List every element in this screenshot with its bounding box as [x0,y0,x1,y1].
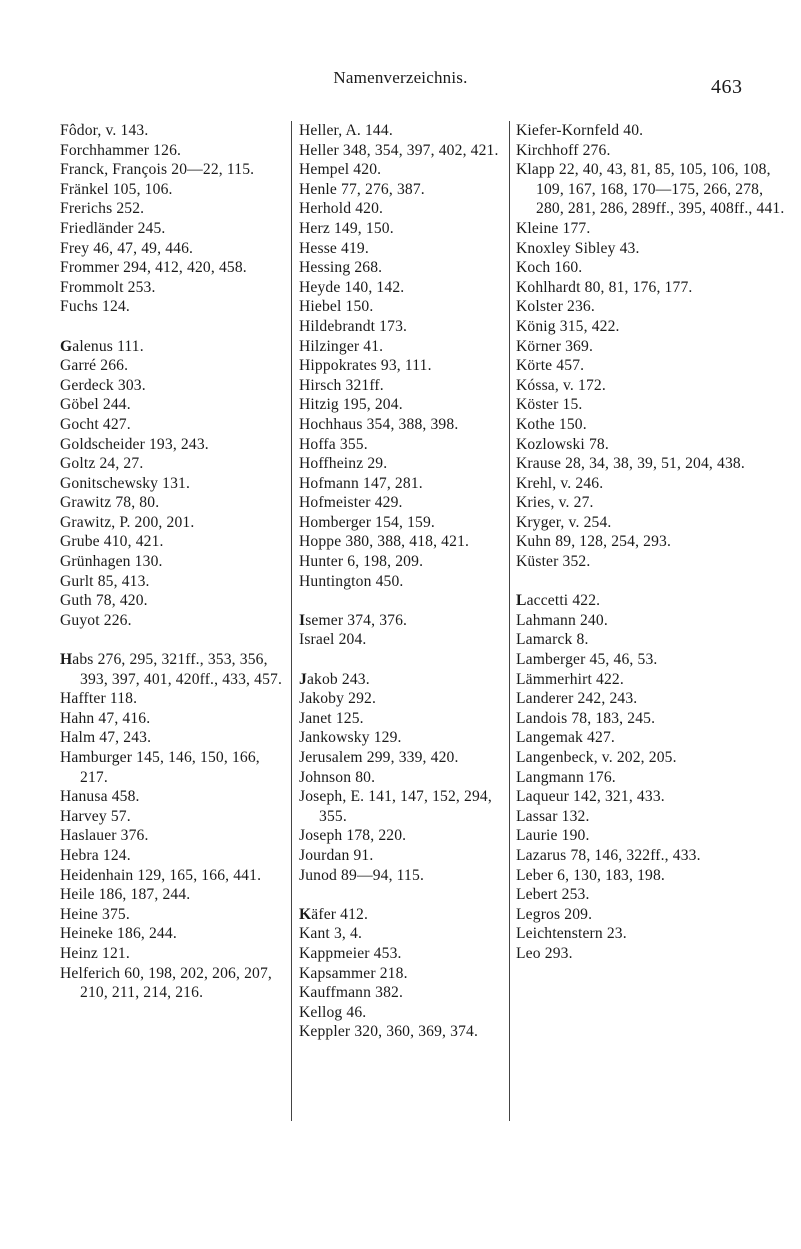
index-section [299,905,517,1042]
index-entry: Kolster 236. [516,298,595,316]
index-entry: Herz 149, 150. [299,219,394,237]
index-entry: Joseph 178, 220. [299,827,407,845]
index-entry: Kappmeier 453. [299,944,402,962]
index-entry: Kirchhoff 276. [516,141,611,159]
index-entry: Hofmann 147, 281. [299,474,423,492]
index-entry: Hempel 420. [299,161,382,179]
section-gap [60,317,288,337]
index-entry: Frommer 294, 412, 420, 458. [60,259,247,277]
index-entry: Heile 186, 187, 244. [60,886,191,904]
index-entry: Frey 46, 47, 49, 446. [60,239,194,257]
index-entry: Heller 348, 354, 397, 402, 421. [299,141,499,159]
index-entry: Hanusa 458. [60,788,140,806]
index-entry: Friedländer 245. [60,219,166,237]
index-entry: Hunter 6, 198, 209. [299,553,424,571]
index-entry: Halm 47, 243. [60,729,152,747]
index-entry: Homberger 154, 159. [299,513,435,531]
index-entry: Langenbeck, v. 202, 205. [516,749,677,766]
index-entry: Hoffheinz 29. [299,455,388,473]
index-entry-text: semer 374, 376. [305,611,408,629]
index-entry: Gonitschewsky 131. [60,474,191,492]
index-entry [299,611,517,631]
index-entry: Kant 3, 4. [299,925,362,943]
index-entry: Janet 125. [299,709,364,727]
section-gap [299,885,517,905]
index-entry: Fôdor, v. 143. [60,122,149,139]
index-entry: Joseph, E. 141, 147, 152, 294, 355. [299,788,492,825]
index-entry: Körte 457. [516,357,585,375]
index-entry: Israel 204. [299,631,367,649]
index-entry: Forchhammer 126. [60,141,182,159]
index-entry: Gerdeck 303. [60,376,146,394]
index-entry: Lamberger 45, 46, 53. [516,651,658,669]
index-entry: Göbel 244. [60,396,131,414]
index-entry: Grawitz 78, 80. [60,494,160,512]
index-entry: Hirsch 321ff. [299,376,384,394]
index-entry: Laurie 190. [516,827,590,845]
index-entry: Krehl, v. 246. [516,474,604,492]
index-entry: Jankowsky 129. [299,729,402,747]
index-entry: Körner 369. [516,337,593,355]
index-entry: Grube 410, 421. [60,533,164,551]
index-entry: Lebert 253. [516,886,590,904]
index-entry: Leo 293. [516,944,573,962]
section-gap [299,650,517,670]
index-entry: Heller, A. 144. [299,122,393,139]
section-initial-letter: H [60,651,73,669]
index-entry: Kauffmann 382. [299,984,404,1002]
index-entry: Koch 160. [516,259,583,277]
index-entry: Heinz 121. [60,944,130,962]
index-entry: Gocht 427. [60,415,131,433]
index-entry: Goltz 24, 27. [60,455,144,473]
index-entry: Kuhn 89, 128, 254, 293. [516,533,672,551]
index-entry: Franck, François 20—22, 115. [60,161,255,179]
page-number: 463 [711,76,743,98]
index-section [299,121,517,591]
index-column-2 [291,121,517,1121]
index-entry: Hahn 47, 416. [60,709,151,727]
index-entry: Haslauer 376. [60,827,149,845]
index-entry: Langmann 176. [516,768,616,786]
index-entry: Kellog 46. [299,1003,367,1021]
section-initial-letter: L [516,592,527,610]
index-entry: Herhold 420. [299,200,384,218]
index-entry: Lahmann 240. [516,611,608,629]
index-entry: Frerichs 252. [60,200,145,218]
index-section [60,121,288,317]
index-column-1 [60,121,288,1003]
index-entry: Hamburger 145, 146, 150, 166, 217. [60,749,260,786]
index-entry: Laqueur 142, 321, 433. [516,788,665,806]
index-entry: Henle 77, 276, 387. [299,180,425,198]
index-section [516,121,786,572]
index-entry: Lassar 132. [516,807,590,825]
index-entry: Haffter 118. [60,690,138,708]
index-entry [60,650,288,689]
index-entry: Leber 6, 130, 183, 198. [516,866,665,884]
index-entry: Hippokrates 93, 111. [299,357,432,375]
section-initial-letter: K [299,905,312,923]
index-entry: Köster 15. [516,396,583,414]
index-entry: Kapsammer 218. [299,964,408,982]
index-entry: Jakoby 292. [299,690,377,708]
index-entry: Hoffa 355. [299,435,368,453]
index-entry-text: alenus 111. [72,337,144,355]
index-entry: Leichtenstern 23. [516,925,627,943]
index-entry [299,905,517,925]
index-entry: Hesse 419. [299,239,369,257]
index-entry: Johnson 80. [299,768,376,786]
section-gap [299,591,517,611]
index-entry [299,670,517,690]
section-gap [516,572,786,592]
index-entry: Hessing 268. [299,259,383,277]
index-entry: Guth 78, 420. [60,592,148,610]
section-initial-letter: J [299,670,307,688]
index-entry: Knoxley Sibley 43. [516,239,640,257]
index-entry [516,591,786,611]
index-entry: Heidenhain 129, 165, 166, 441. [60,866,262,884]
index-entry-text: äfer 412. [311,905,369,923]
index-entry: Hebra 124. [60,846,131,864]
index-entry: Krause 28, 34, 38, 39, 51, 204, 438. [516,455,745,473]
index-entry: Hilzinger 41. [299,337,384,355]
index-entry: Kozlowski 78. [516,435,609,453]
running-title: Namenverzeichnis. [333,68,468,87]
index-entry: Heyde 140, 142. [299,278,405,296]
index-section [60,650,288,1003]
section-initial-letter: G [60,337,73,355]
index-entry: Lämmerhirt 422. [516,670,624,688]
index-section [516,591,786,963]
index-entry: Fränkel 105, 106. [60,180,173,198]
index-entry: Huntington 450. [299,572,404,590]
index-entry-text: accetti 422. [526,592,601,610]
index-section [299,670,517,886]
index-entry [60,337,288,357]
index-entry: Guyot 226. [60,611,132,629]
index-entry: Grawitz, P. 200, 201. [60,513,195,531]
index-entry: Kries, v. 27. [516,494,594,512]
index-entry: König 315, 422. [516,317,620,335]
index-entry: Kothe 150. [516,415,587,433]
index-entry: Klapp 22, 40, 43, 81, 85, 105, 106, 108, 109, 167, 168, 170—175, 266, 278, 280, 281, 286, 289ff., 395, 408ff., 441. [516,161,785,218]
index-entry: Landerer 242, 243. [516,690,638,708]
index-entry: Küster 352. [516,553,591,571]
index-entry: Kiefer-Kornfeld 40. [516,122,644,139]
index-entry: Fuchs 124. [60,298,130,316]
index-entry: Hiebel 150. [299,298,374,316]
index-entry: Hitzig 195, 204. [299,396,403,414]
index-entry-text: abs 276, 295, 321ff., 353, 356, 393, 397, 401, 420ff., 433, 457. [72,651,283,688]
index-entry: Helferich 60, 198, 202, 206, 207, 210, 211, 214, 216. [60,964,272,1002]
index-entry: Legros 209. [516,905,593,923]
index-entry-text: akob 243. [306,670,370,688]
index-entry: Keppler 320, 360, 369, 374. [299,1023,479,1041]
index-entry: Kohlhardt 80, 81, 176, 177. [516,278,693,296]
index-entry: Junod 89—94, 115. [299,866,424,884]
index-entry: Grünhagen 130. [60,553,163,571]
index-entry: Heineke 186, 244. [60,925,177,943]
index-entry: Goldscheider 193, 243. [60,435,209,453]
index-entry: Frommolt 253. [60,278,156,296]
section-gap [60,630,288,650]
index-entry: Gurlt 85, 413. [60,572,150,590]
index-entry: Landois 78, 183, 245. [516,709,656,727]
index-entry: Lamarck 8. [516,631,589,649]
section-initial-letter: I [299,611,306,629]
index-entry: Hofmeister 429. [299,494,403,512]
index-entry: Lazarus 78, 146, 322ff., 433. [516,846,701,864]
index-entry: Heine 375. [60,905,130,923]
index-section [299,611,517,650]
index-entry: Hoppe 380, 388, 418, 421. [299,533,470,551]
index-entry: Hochhaus 354, 388, 398. [299,415,459,433]
index-entry: Langemak 427. [516,729,615,747]
index-entry: Kóssa, v. 172. [516,376,606,394]
index-column-3 [509,121,786,1121]
index-section [60,337,288,631]
index-entry: Kryger, v. 254. [516,513,612,531]
index-entry: Kleine 177. [516,219,591,237]
index-entry: Hildebrandt 173. [299,317,408,335]
index-entry: Garré 266. [60,357,129,375]
index-entry: Jourdan 91. [299,846,374,864]
index-entry: Harvey 57. [60,807,131,825]
index-entry: Jerusalem 299, 339, 420. [299,749,459,766]
